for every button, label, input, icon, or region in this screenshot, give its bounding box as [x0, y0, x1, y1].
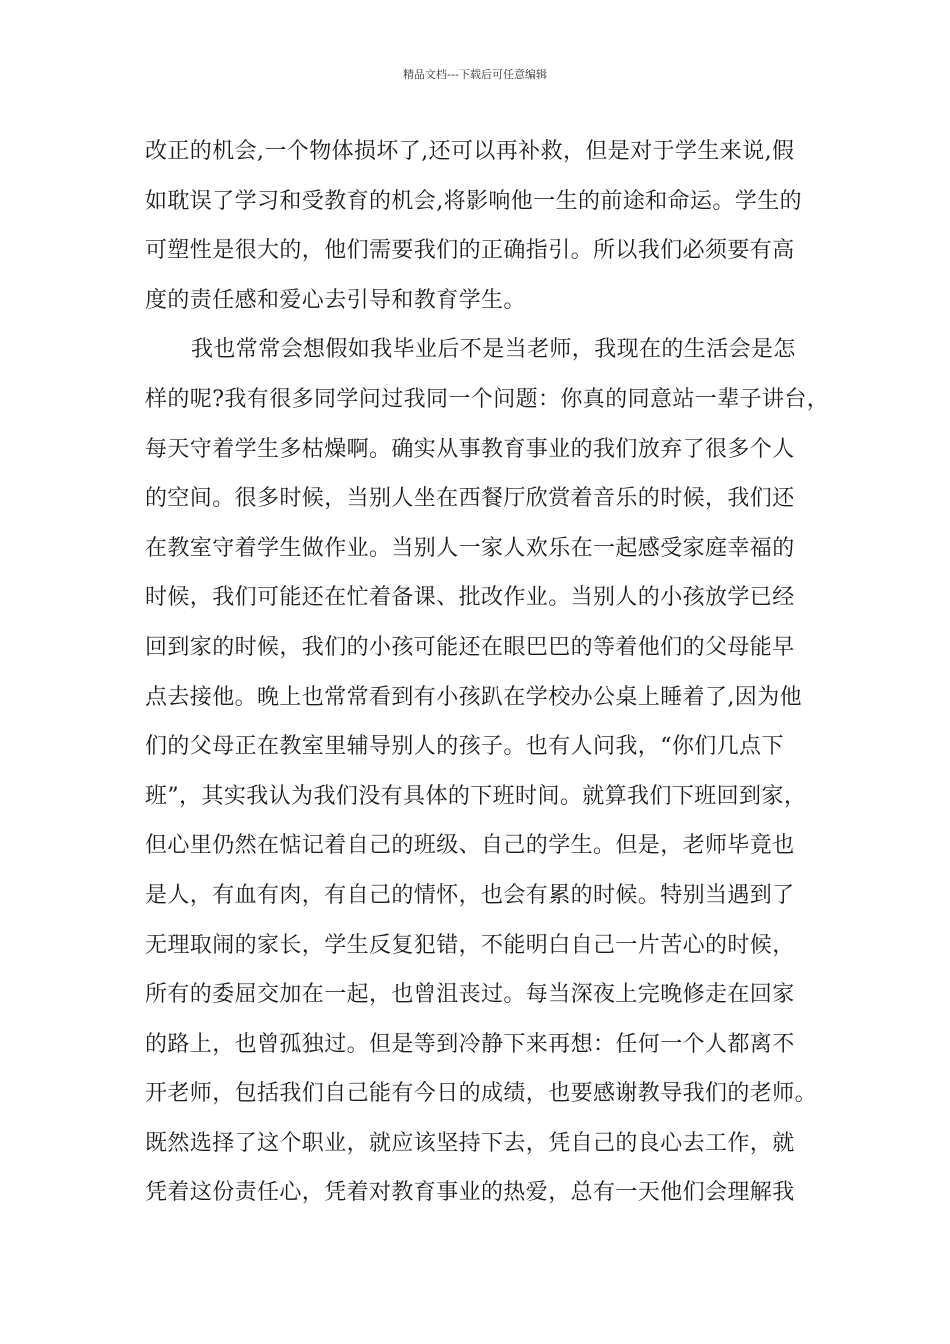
text-line: 是人，有血有肉，有自己的情怀，也会有累的时候。特别当遇到了 [145, 882, 795, 908]
text-line: 既然选择了这个职业，就应该坚持下去，凭自己的良心去工作，就 [145, 1130, 795, 1156]
text-line: 每天守着学生多枯燥啊。确实从事教育事业的我们放弃了很多个人 [145, 436, 795, 462]
text-line: 班”，其实我认为我们没有具体的下班时间。就算我们下班回到家， [145, 783, 807, 809]
text-line: 可塑性是很大的，他们需要我们的正确指引。所以我们必须要有高 [145, 238, 795, 264]
text-line: 如耽误了学习和受教育的机会,将影响他一生的前途和命运。学生的 [145, 188, 802, 214]
text-line: 所有的委屈交加在一起，也曾沮丧过。每当深夜上完晚修走在回家 [145, 982, 795, 1008]
text-line: 的空间。很多时候，当别人坐在西餐厅欣赏着音乐的时候，我们还 [145, 486, 795, 512]
text-line: 在教室守着学生做作业。当别人一家人欢乐在一起感受家庭幸福的 [145, 535, 795, 561]
text-line: 的路上，也曾孤独过。但是等到冷静下来再想：任何一个人都离不 [145, 1031, 795, 1057]
text-line: 样的呢?我有很多同学问过我同一个问题：你真的同意站一辈子讲台， [145, 386, 830, 412]
text-line: 凭着这份责任心，凭着对教育事业的热爱，总有一天他们会理解我 [145, 1180, 795, 1206]
text-line: 改正的机会,一个物体损坏了,还可以再补救，但是对于学生来说,假 [145, 139, 795, 164]
paragraph-2 [145, 330, 835, 1223]
text-line: 开老师，包括我们自己能有今日的成绩，也要感谢教导我们的老师。 [145, 1081, 818, 1107]
text-line: 们的父母正在教室里辅导别人的孩子。也有人问我，“你们几点下 [145, 734, 784, 760]
text-line: 但心里仍然在惦记着自己的班级、自己的学生。但是，老师毕竟也 [145, 833, 795, 859]
text-line: 无理取闹的家长，学生反复犯错，不能明白自己一片苦心的时候， [145, 932, 795, 958]
page-header: 精品文档---下载后可任意编辑 [403, 68, 547, 81]
text-line: 回到家的时候，我们的小孩可能还在眼巴巴的等着他们的父母能早 [145, 634, 795, 660]
paragraph-1 [145, 132, 835, 330]
text-line: 点去接他。晚上也常常看到有小孩趴在学校办公桌上睡着了,因为他 [145, 684, 802, 710]
text-line: 时候，我们可能还在忙着备课、批改作业。当别人的小孩放学已经 [145, 585, 795, 611]
text-line: 度的责任感和爱心去引导和教育学生。 [145, 287, 526, 313]
document-body [145, 132, 835, 1223]
text-line: 我也常常会想假如我毕业后不是当老师，我现在的生活会是怎 [191, 337, 796, 363]
